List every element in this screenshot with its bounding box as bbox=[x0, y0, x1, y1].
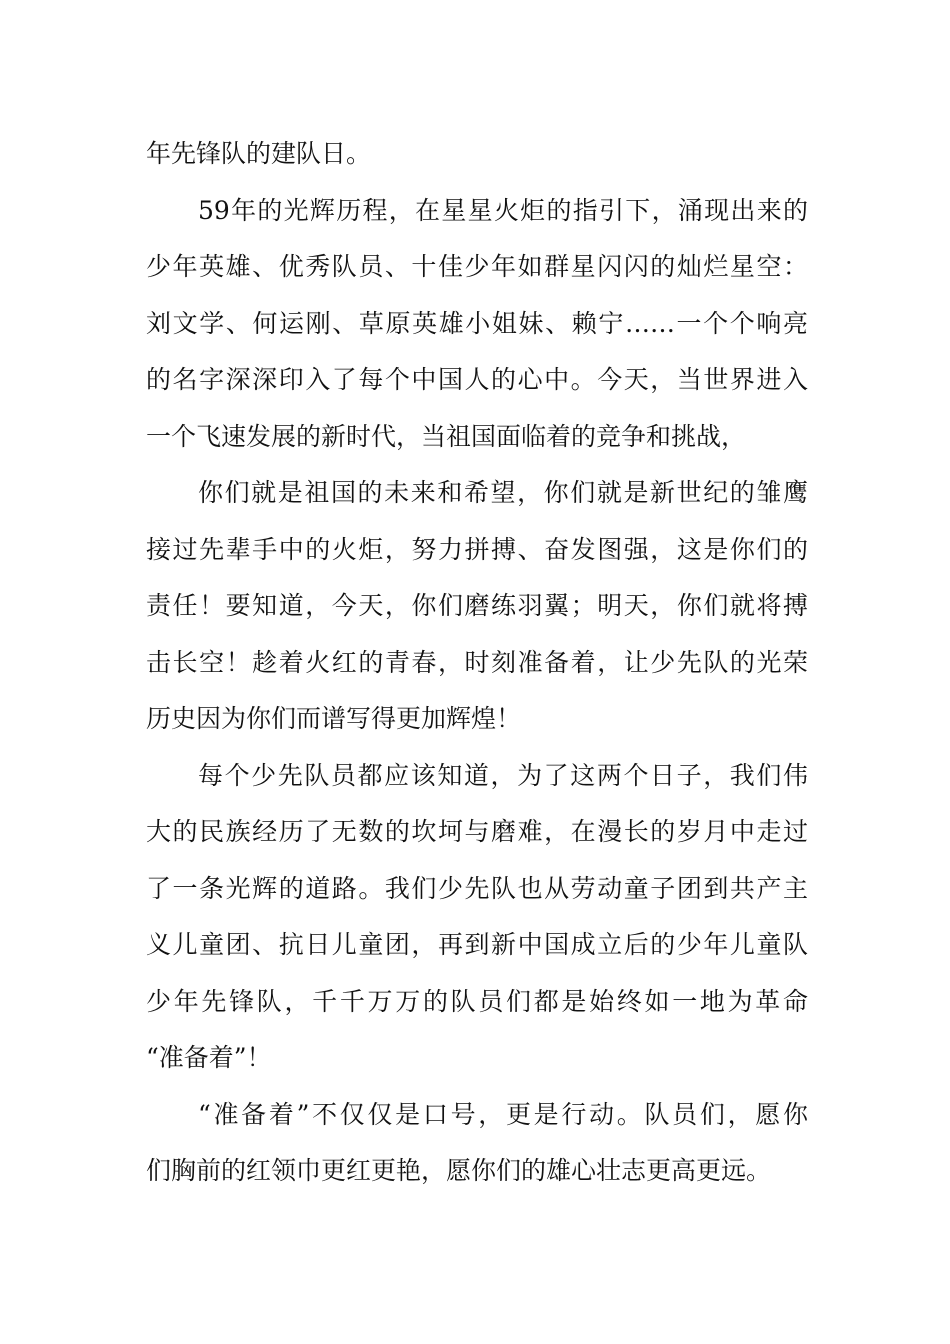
paragraph bbox=[146, 1087, 808, 1200]
text-line: 59年的光辉历程，在星星火炬的指引下，涌现出来的 bbox=[198, 195, 808, 225]
text-line: “准备着”！ bbox=[146, 1043, 272, 1072]
text-line: 责任！要知道，今天，你们磨练羽翼；明天，你们就将搏 bbox=[146, 591, 808, 620]
text-line: 大的民族经历了无数的坎坷与磨难，在漫长的岁月中走过 bbox=[146, 817, 808, 846]
text-line: 击长空！趁着火红的青春，时刻准备着，让少先队的光荣 bbox=[146, 647, 808, 677]
text-line: 接过先辈手中的火炬，努力拼搏、奋发图强，这是你们的 bbox=[146, 534, 808, 564]
text-line: 少年先锋队，千千万万的队员们都是始终如一地为革命 bbox=[146, 986, 808, 1016]
text-line: 们胸前的红领巾更红更艳，愿你们的雄心壮志更高更远。 bbox=[146, 1156, 772, 1185]
paragraph bbox=[146, 465, 808, 748]
text-line: 少年英雄、优秀队员、十佳少年如群星闪闪的灿烂星空： bbox=[146, 252, 808, 281]
text-line: 每个少先队员都应该知道，为了这两个日子，我们伟 bbox=[198, 760, 808, 790]
paragraph bbox=[146, 126, 808, 183]
text-line: “准备着”不仅仅是口号，更是行动。队员们，愿你 bbox=[198, 1099, 808, 1129]
text-line: 一个飞速发展的新时代，当祖国面临着的竞争和挑战， bbox=[146, 421, 747, 451]
text-line: 了一条光辉的道路。我们少先队也从劳动童子团到共产主 bbox=[146, 873, 808, 903]
text-line: 刘文学、何运刚、草原英雄小姐妹、赖宁……一个个响亮 bbox=[146, 308, 808, 338]
paragraph bbox=[146, 748, 808, 1087]
text-line: 年先锋队的建队日。 bbox=[146, 139, 372, 168]
paragraph bbox=[146, 183, 808, 466]
text-line: 你们就是祖国的未来和希望，你们就是新世纪的雏鹰 bbox=[198, 478, 808, 507]
text-line: 义儿童团、抗日儿童团，再到新中国成立后的少年儿童队 bbox=[146, 930, 808, 959]
document-body bbox=[146, 126, 808, 1200]
text-line: 历史因为你们而谱写得更加辉煌！ bbox=[146, 704, 522, 733]
text-line: 的名字深深印入了每个中国人的心中。今天，当世界进入 bbox=[146, 365, 808, 394]
